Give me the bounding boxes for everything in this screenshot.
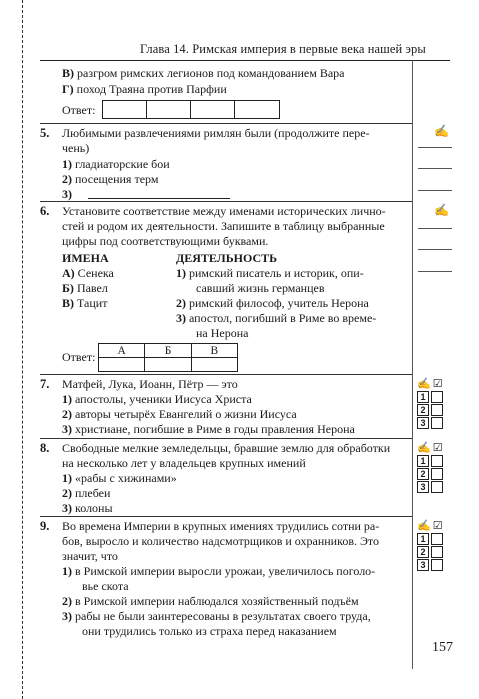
- table-cell[interactable]: [191, 358, 237, 372]
- column-heading-activity: ДЕЯТЕЛЬНОСТЬ: [176, 251, 278, 265]
- checkbox-number: 1: [417, 455, 429, 467]
- checkbox[interactable]: [431, 468, 443, 480]
- checkbox-number: 1: [417, 533, 429, 545]
- checkbox-number: 2: [417, 404, 429, 416]
- question-text: бов, выросло и количество надсмотрщиков и охранников. Это: [62, 534, 379, 548]
- pen-icon: ✍: [417, 520, 433, 532]
- checkbox[interactable]: [431, 546, 443, 558]
- question-text: Матфей, Лука, Иоанн, Пётр — это: [62, 377, 238, 391]
- question-text: Свободные мелкие земледельцы, бравшие землю для обработки: [62, 441, 391, 455]
- table-cell[interactable]: [99, 358, 145, 372]
- answer-option-cont: они трудились только из страха перед наказанием: [82, 624, 337, 638]
- answer-checkboxes: [417, 442, 451, 494]
- checkbox[interactable]: [431, 481, 443, 493]
- answer-option: 3) христиане, погибшие в Риме в годы правления Нерона: [62, 422, 355, 436]
- question-text: чень): [62, 141, 90, 155]
- margin-answer-line[interactable]: [418, 271, 452, 272]
- answer-checkboxes: [417, 378, 451, 430]
- question-number: 9.: [40, 519, 50, 533]
- option-text: поход Траяна против Парфии: [76, 82, 227, 96]
- column-heading-names: ИМЕНА: [62, 251, 109, 265]
- check-icon: ☑: [432, 378, 445, 390]
- answer-option: 1) гладиаторские бои: [62, 157, 170, 171]
- answer-option: 2) авторы четырёх Евангелий о жизни Иисуса: [62, 407, 297, 421]
- checkbox[interactable]: [431, 455, 443, 467]
- margin-answer-line[interactable]: [418, 228, 452, 229]
- checkbox[interactable]: [431, 391, 443, 403]
- answer-option-cont: вье скота: [82, 579, 129, 593]
- answer-option: 2) в Римской империи наблюдался хозяйственный подъём: [62, 594, 359, 608]
- cut-line: [22, 0, 23, 699]
- checkbox-number: 3: [417, 559, 429, 571]
- name-item: Б) Павел: [62, 281, 108, 295]
- margin-answer-line[interactable]: [418, 147, 452, 148]
- chapter-header: Глава 14. Римская империя в первые века нашей эры: [140, 42, 426, 56]
- answer-option: 2) посещения терм: [62, 172, 159, 186]
- fill-in-line[interactable]: [88, 198, 230, 199]
- margin-divider: [412, 60, 413, 669]
- option-letter: В): [62, 66, 74, 80]
- table-head-a: А: [99, 344, 145, 358]
- table-cell[interactable]: [145, 358, 191, 372]
- checkbox-number: 3: [417, 417, 429, 429]
- question-number: 5.: [40, 126, 50, 140]
- answer-option: 1) в Римской империи выросли урожаи, увеличилось поголо-: [62, 564, 376, 578]
- question-number: 8.: [40, 441, 50, 455]
- answer-option: 2) плебеи: [62, 486, 111, 500]
- answer-option: 3): [62, 187, 72, 201]
- pen-icon: ✍: [434, 203, 449, 217]
- question-text: стей и родом их деятельности. Запишите в таблицу выбранные: [62, 219, 385, 233]
- question-text: Установите соответствие между именами исторических лично-: [62, 204, 386, 218]
- question-text: Любимыми развлечениями римлян были (продолжите пере-: [62, 126, 370, 140]
- answer-label: Ответ:: [62, 350, 96, 364]
- option-letter: Г): [62, 82, 74, 96]
- cont-option-v: [62, 66, 345, 81]
- table-head-v: В: [191, 344, 237, 358]
- checkbox-number: 1: [417, 391, 429, 403]
- option-text: разгром римских легионов под командованием Вара: [77, 66, 345, 80]
- question-text: значит, что: [62, 549, 118, 563]
- separator: [40, 438, 412, 439]
- activity-item: 3) апостол, погибший в Риме во време-: [176, 311, 377, 325]
- activity-item-cont: савший жизнь германцев: [196, 281, 325, 295]
- margin-answer-line[interactable]: [418, 249, 452, 250]
- answer-table[interactable]: [98, 343, 238, 372]
- cont-option-g: [62, 82, 227, 97]
- separator: [40, 516, 412, 517]
- checkbox[interactable]: [431, 559, 443, 571]
- pen-icon: ✍: [417, 442, 433, 454]
- pen-icon: ✍: [417, 378, 433, 390]
- check-icon: ☑: [432, 442, 445, 454]
- separator: [40, 123, 412, 124]
- checkbox[interactable]: [431, 417, 443, 429]
- answer-checkboxes: [417, 520, 451, 572]
- separator: [40, 374, 412, 375]
- answer-option: 3) рабы не были заинтересованы в результатах своего труда,: [62, 609, 371, 623]
- margin-answer-line[interactable]: [418, 190, 452, 191]
- answer-option: 1) апостолы, ученики Иисуса Христа: [62, 392, 252, 406]
- page-number: 157: [432, 640, 453, 655]
- question-number: 7.: [40, 377, 50, 391]
- checkbox-number: 2: [417, 546, 429, 558]
- name-item: А) Сенека: [62, 266, 114, 280]
- checkbox[interactable]: [431, 533, 443, 545]
- checkbox[interactable]: [431, 404, 443, 416]
- question-text: Во времена Империи в крупных имениях трудились сотни ра-: [62, 519, 380, 533]
- pen-icon: ✍: [434, 124, 449, 138]
- margin-answer-line[interactable]: [418, 168, 452, 169]
- checkbox-number: 2: [417, 468, 429, 480]
- check-icon: ☑: [432, 520, 445, 532]
- answer-box[interactable]: [102, 100, 280, 119]
- activity-item-cont: на Нерона: [196, 326, 249, 340]
- answer-label: Ответ:: [62, 103, 96, 117]
- name-item: В) Тацит: [62, 296, 108, 310]
- checkbox-number: 3: [417, 481, 429, 493]
- activity-item: 2) римский философ, учитель Нерона: [176, 296, 369, 310]
- activity-item: 1) римский писатель и историк, опи-: [176, 266, 364, 280]
- table-head-b: Б: [145, 344, 191, 358]
- separator: [40, 201, 412, 202]
- question-text: цифры под соответствующими буквами.: [62, 234, 269, 248]
- question-text: на несколько лет у владельцев крупных имений: [62, 456, 306, 470]
- header-rule: [40, 60, 450, 61]
- answer-option: 3) колоны: [62, 501, 113, 515]
- answer-option: 1) «рабы с хижинами»: [62, 471, 177, 485]
- question-number: 6.: [40, 204, 50, 218]
